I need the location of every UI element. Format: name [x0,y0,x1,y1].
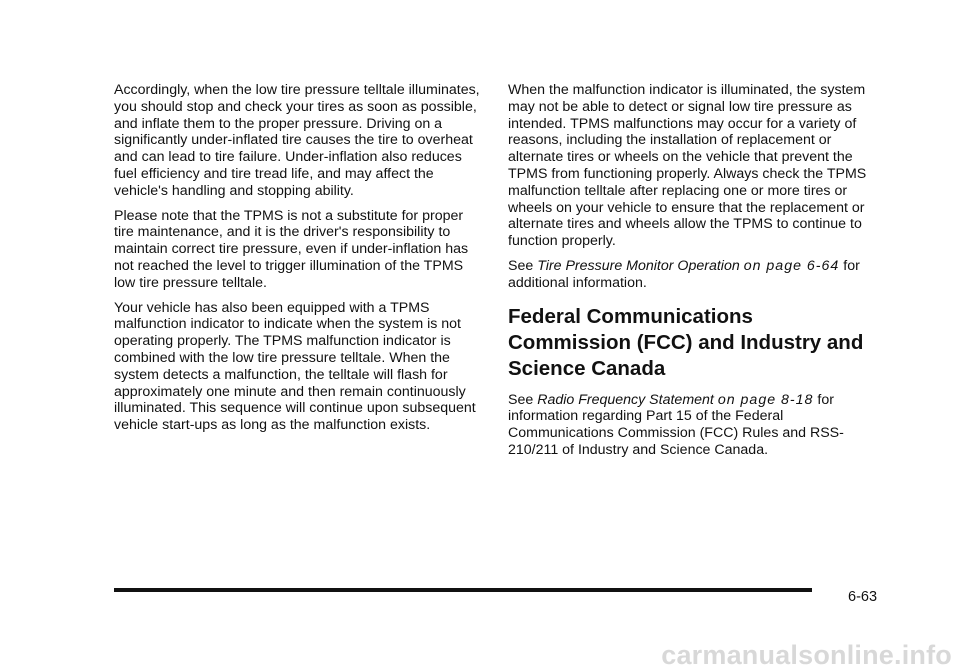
right-column [508,82,878,467]
radio-frequency-statement-link[interactable]: Radio Frequency Statement [537,391,714,408]
section-heading-fcc: Federal Communications Commission (FCC) and Industry and Science Canada [508,304,864,380]
see-suffix: for information regarding Part 15 of the Federal Communications Commission (FCC) Rules and RSS-210/211 of Industry and Science Canada. [508,391,844,458]
paragraph-malfunction-indicator: Your vehicle has also been equipped with a TPMS malfunction indicator to indicate when the system is not operating properly. The TPMS malfunction indicator is combined with the low tire pressure telltale. When the system detects a malfunction, the telltale will flash for approximately one minute and then remain continuously illuminated. This sequence will continue upon subsequent vehicle start-ups as long as the malfunction exists. [114,299,476,434]
cross-reference-radio-frequency [508,392,878,459]
left-column [114,82,484,442]
footer-rule [114,588,812,592]
watermark: carmanualsonline.info [661,640,952,670]
cross-reference-tire-pressure [508,258,878,292]
page-reference-link[interactable]: on page 6-64 [743,257,840,274]
see-suffix: for additional information. [508,257,860,291]
paragraph-low-pressure-action: Accordingly, when the low tire pressure telltale illuminates, you should stop and check your tires as soon as possible, and inflate them to the proper pressure. Driving on a significantly under-inflated tire causes the tire to overheat and can lead to tire failure. Under-inflation also reduces fuel efficiency and tire tread life, and may affect the vehicle's handling and stopping ability. [114,82,480,199]
page-number: 6-63 [848,589,878,605]
see-prefix: See [508,257,534,274]
paragraph-tpms-not-substitute: Please note that the TPMS is not a substitute for proper tire maintenance, and it is the driver's responsibility to maintain correct tire pressure, even if under-inflation has not reached the level to trigger illumination of the TPMS low tire pressure telltale. [114,207,469,291]
tire-pressure-monitor-link[interactable]: Tire Pressure Monitor Operation [537,257,740,274]
paragraph-malfunction-illuminated: When the malfunction indicator is illuminated, the system may not be able to detect or signal low tire pressure as intended. TPMS malfunctions may occur for a variety of reasons, including the installation of replacement or alternate tires or wheels on the vehicle that prevent the TPMS from functioning properly. Always check the TPMS malfunction telltale after replacing one or more tires or wheels on your vehicle to ensure that the replacement or alternate tires and wheels allow the TPMS to continue to function properly. [508,82,867,250]
see-prefix: See [508,391,534,408]
page-reference-link[interactable]: on page 8-18 [717,391,814,408]
